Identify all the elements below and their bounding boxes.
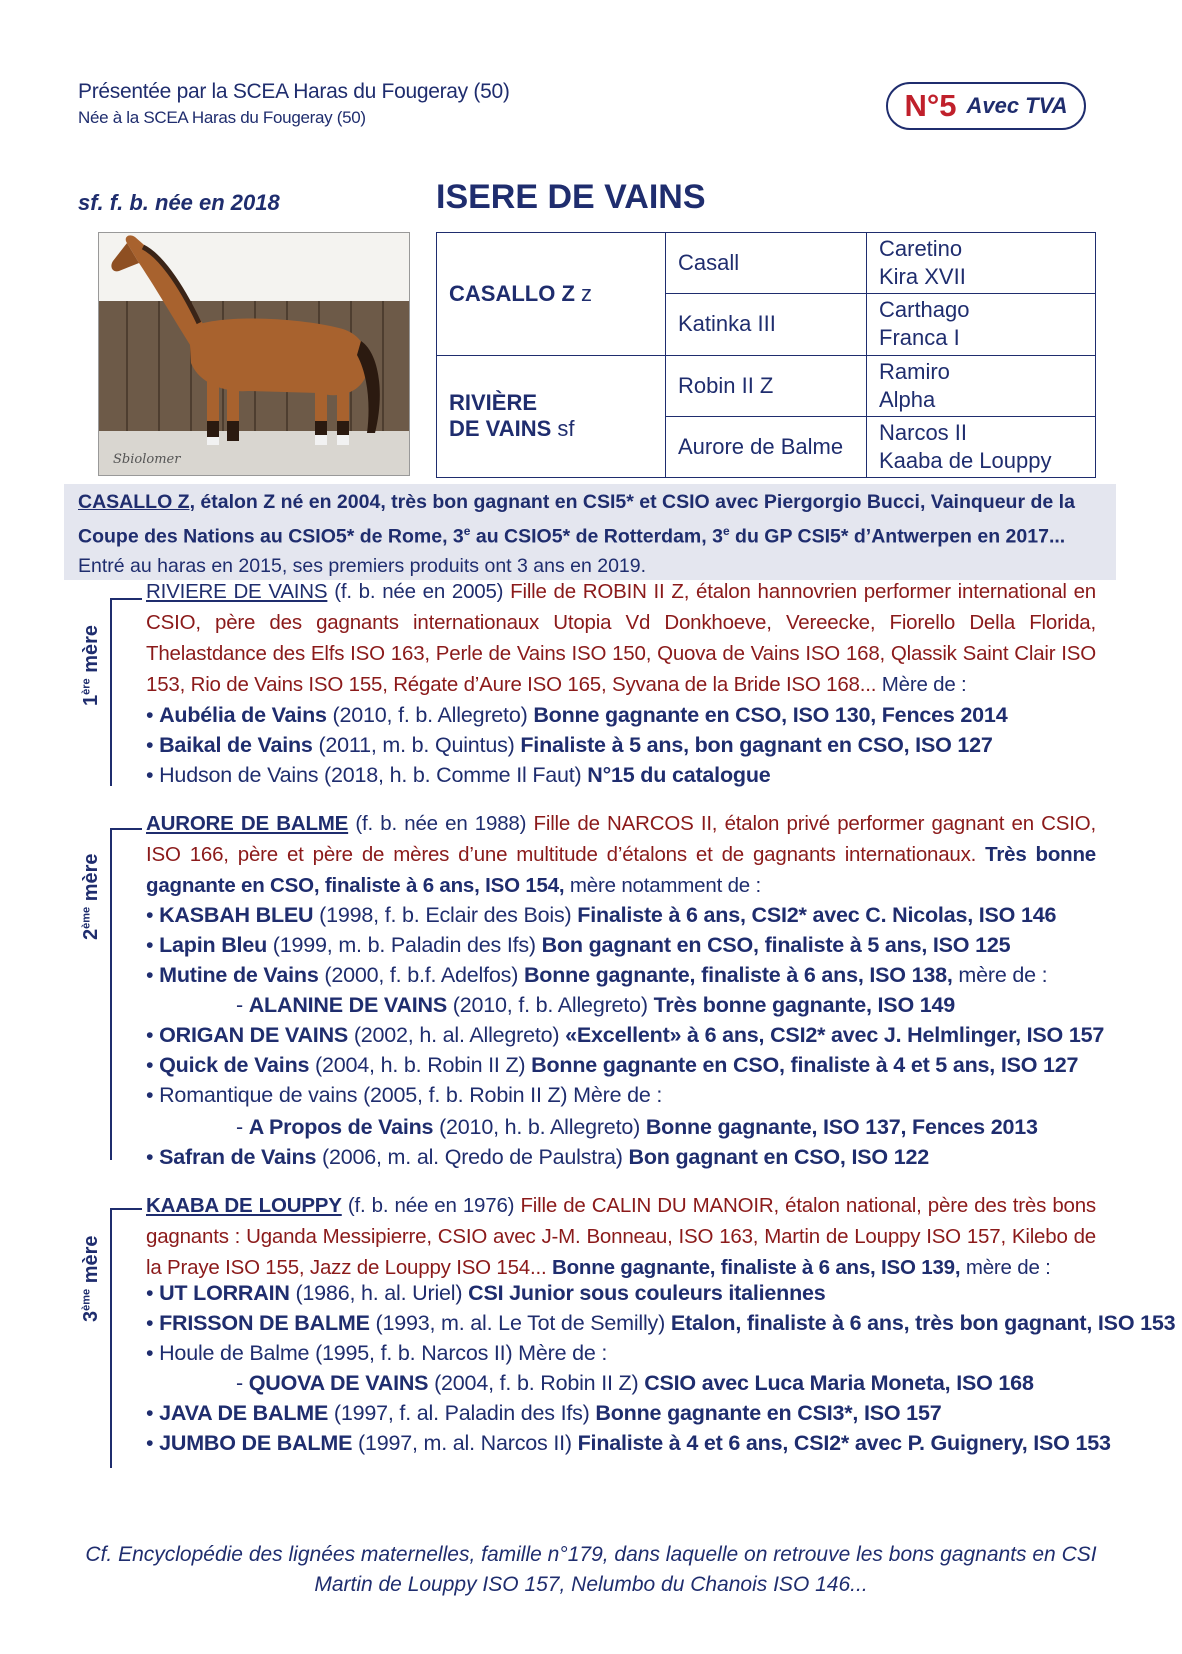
gen2-bracket <box>110 828 142 1160</box>
sire-info: CASALLO Z, étalon Z né en 2004, très bon gagnant en CSI5* et CSIO avec Piergorgio Bucci, Vainqueur de la Coupe des Nations au CSIO5* de Rome, 3e au CSIO5* de Rotterdam, 3e du GP CSI5* d’Antwerpen en 2017... Entré au haras en 2015, ses premiers produits ont 3 ans en 2019. <box>64 484 1116 580</box>
gen1-paragraph: RIVIERE DE VAINS (f. b. née en 2005) Fille de ROBIN II Z, étalon hannovrien performer international en CSIO, père des gagnants internationaux Utopia Vd Donkhoeve, Vereecke, Fiorello Della Florida, Thelastdance des Elfs ISO 163, Perle de Vains ISO 150, Quova de Vains ISO 168, Qlassik Saint Clair ISO 153, Rio de Vains ISO 155, Régate d’Aure ISO 165, Syvana de la Bride ISO 168... Mère de : <box>146 580 1097 696</box>
gen2-item: • Lapin Bleu (1999, m. b. Paladin des Ifs) Bon gagnant en CSO, finaliste à 5 ans, ISO 125 <box>146 933 1011 957</box>
gen2-item: • Quick de Vains (2004, h. b. Robin II Z) Bonne gagnante en CSO, finaliste à 4 et 5 ans, ISO 127 <box>146 1053 1079 1077</box>
gen3-bracket <box>110 1208 142 1468</box>
gen2-label: 2ème mère <box>80 853 102 940</box>
pedigree-dd-parents: Narcos II Kaaba de Louppy <box>867 416 1096 477</box>
pedigree-ss-parents: Caretino Kira XVII <box>867 233 1096 294</box>
vat-label: Avec TVA <box>966 93 1068 118</box>
pedigree-ss: Casall <box>666 233 867 294</box>
pedigree-sd: Katinka III <box>666 294 867 355</box>
gen2-item: • KASBAH BLEU (1998, f. b. Eclair des Bois) Finaliste à 6 ans, CSI2* avec C. Nicolas, ISO 146 <box>146 903 1057 927</box>
pedigree-ds: Robin II Z <box>666 355 867 416</box>
horse-photo <box>98 232 410 476</box>
pedigree-dd: Aurore de Balme <box>666 416 867 477</box>
pedigree-sire: CASALLO Z z <box>437 233 666 356</box>
gen3-paragraph: KAABA DE LOUPPY (f. b. née en 1976) Fille de CALIN DU MANOIR, étalon national, père des très bons gagnants : Uganda Messipierre, CSIO avec J-M. Bonneau, ISO 163, Martin de Louppy ISO 157, Kilebo de la Praye ISO 155, Jazz de Louppy ISO 154... Bonne gagnante, finaliste à 6 ans, ISO 139, mère de : <box>146 1194 1096 1279</box>
gen3-item: • JUMBO DE BALME (1997, m. al. Narcos II) Finaliste à 4 et 6 ans, CSI2* avec P. Guignery, ISO 153 <box>146 1431 1111 1455</box>
gen1-item: • Hudson de Vains (2018, h. b. Comme Il Faut) N°15 du catalogue <box>146 763 771 787</box>
gen1-item: • Aubélia de Vains (2010, f. b. Allegreto) Bonne gagnante en CSO, ISO 130, Fences 2014 <box>146 703 1008 727</box>
horse-name: ISERE DE VAINS <box>436 178 706 216</box>
pedigree-table <box>436 232 1096 478</box>
gen3-item: • FRISSON DE BALME (1993, m. al. Le Tot de Semilly) Etalon, finaliste à 6 ans, très bon gagnant, ISO 153 <box>146 1311 1176 1335</box>
gen2-subitem: - A Propos de Vains (2010, h. b. Allegreto) Bonne gagnante, ISO 137, Fences 2013 <box>236 1115 1038 1139</box>
gen3-subitem: - QUOVA DE VAINS (2004, f. b. Robin II Z) CSIO avec Luca Maria Moneta, ISO 168 <box>236 1371 1034 1395</box>
gen2-subitem: - ALANINE DE VAINS (2010, f. b. Allegreto) Très bonne gagnante, ISO 149 <box>236 993 956 1017</box>
gen3-item: • Houle de Balme (1995, f. b. Narcos II) Mère de : <box>146 1341 608 1365</box>
gen2-item: • Romantique de vains (2005, f. b. Robin II Z) Mère de : <box>146 1083 663 1107</box>
presented-by: Présentée par la SCEA Haras du Fougeray (50) <box>78 80 510 103</box>
gen2-item: • Safran de Vains (2006, m. al. Qredo de Paulstra) Bon gagnant en CSO, ISO 122 <box>146 1145 929 1169</box>
lot-number: N°5 <box>904 88 957 123</box>
horse-description: sf. f. b. née en 2018 <box>78 190 280 215</box>
pedigree-dam: RIVIÈRE DE VAINS sf <box>437 355 666 478</box>
gen2-item: • Mutine de Vains (2000, f. b.f. Adelfos) Bonne gagnante, finaliste à 6 ans, ISO 138, mère de : <box>146 963 1048 987</box>
gen1-label: 1ère mère <box>80 624 102 706</box>
gen3-item: • UT LORRAIN (1986, h. al. Uriel) CSI Junior sous couleurs italiennes <box>146 1281 826 1305</box>
pedigree-sd-parents: Carthago Franca I <box>867 294 1096 355</box>
footer-note: Cf. Encyclopédie des lignées maternelles, famille n°179, dans laquelle on retrouve les bons gagnants en CSI Martin de Louppy ISO 157, Nelumbo du Chanois ISO 146... <box>85 1543 1097 1596</box>
photo-signature: Sbiolomer <box>113 452 181 467</box>
pedigree-ds-parents: Ramiro Alpha <box>867 355 1096 416</box>
gen1-bracket <box>110 598 142 786</box>
born-at: Née à la SCEA Haras du Fougeray (50) <box>78 108 366 127</box>
gen3-label: 3ème mère <box>80 1235 102 1322</box>
lot-badge <box>886 82 1086 130</box>
gen3-item: • JAVA DE BALME (1997, f. al. Paladin des Ifs) Bonne gagnante en CSI3*, ISO 157 <box>146 1401 942 1425</box>
gen2-paragraph: AURORE DE BALME (f. b. née en 1988) Fille de NARCOS II, étalon privé performer gagnant en CSIO, ISO 166, père et père de mères d’une multitude d’étalons et de gagnants internationaux. Très bonne gagnante en CSO, finaliste à 6 ans, ISO 154, mère notamment de : <box>146 812 1097 897</box>
gen2-item: • ORIGAN DE VAINS (2002, h. al. Allegreto) «Excellent» à 6 ans, CSI2* avec J. Helmlinger, ISO 157 <box>146 1023 1105 1047</box>
gen1-item: • Baikal de Vains (2011, m. b. Quintus) Finaliste à 5 ans, bon gagnant en CSO, ISO 127 <box>146 733 993 757</box>
